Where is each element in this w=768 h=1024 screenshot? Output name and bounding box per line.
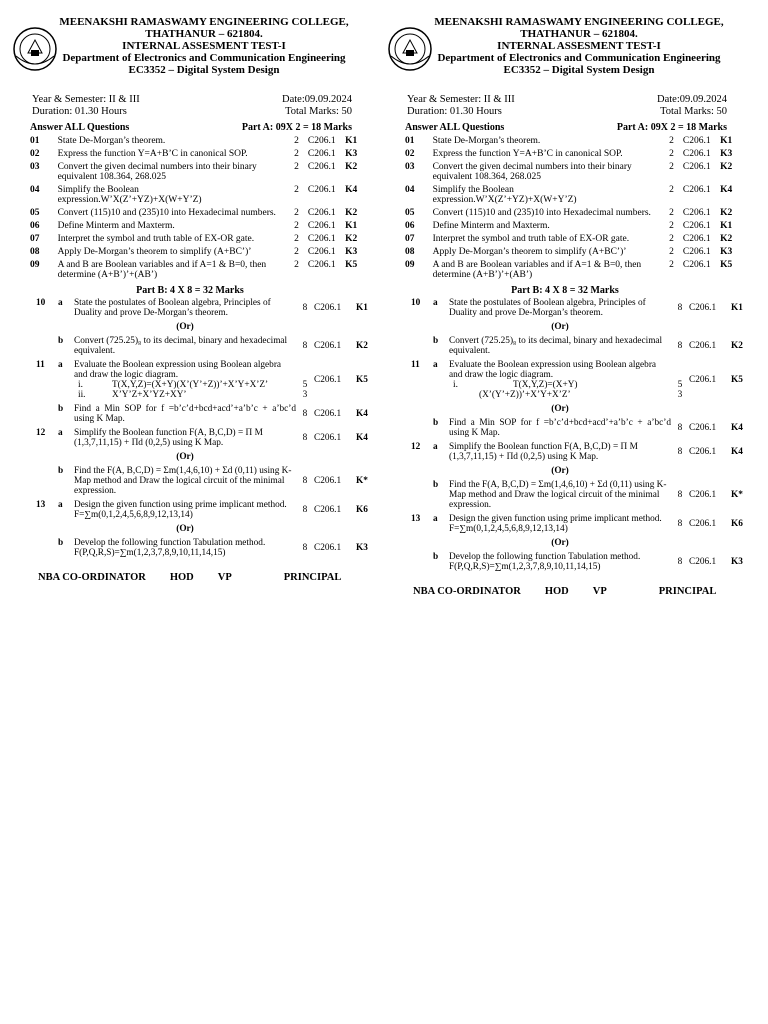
question-co: C206.1 [682, 136, 711, 146]
table-row [385, 514, 745, 538]
table-row [10, 404, 370, 428]
question-co: C206.1 [314, 476, 342, 486]
question-marks: 2 [294, 234, 299, 244]
question-k-level: K4 [731, 423, 743, 433]
question-number: 12 [36, 428, 46, 438]
question-text: State De-Morgan’s theorem. [57, 136, 166, 146]
question-text: Express the function Y=A+B’C in canonical SOP. [432, 149, 623, 159]
question-sub: a [433, 298, 438, 308]
total-marks: Total Marks: 50 [285, 106, 352, 117]
table-row [385, 336, 745, 360]
question-number: 03 [30, 162, 40, 172]
table-row [385, 234, 745, 247]
question-marks: 2 [294, 136, 299, 146]
table-row [10, 428, 370, 452]
table-row [385, 260, 745, 283]
question-marks: 2 [294, 260, 299, 270]
question-co: C206.1 [682, 260, 711, 270]
question-text: Evaluate the Boolean expression using Boolean algebra and draw the logic diagram. [449, 360, 657, 380]
table-row [385, 185, 745, 208]
question-k-level: K4 [720, 185, 733, 195]
question-text: Find the F(A, B,C,D) = Σm(1,4,6,10) + Σd (0,11) using K-Map method and Draw the logical circuit of the minimal expression. [74, 466, 292, 496]
question-co: C206.1 [307, 136, 336, 146]
header-text [38, 16, 370, 76]
table-row [385, 136, 745, 149]
question-number: 06 [30, 221, 40, 231]
question-co: C206.1 [682, 162, 711, 172]
question-text: Find a Min SOP for f =b’c’d+bcd+acd’+a’b’c + a’bc’d using K Map. [449, 418, 671, 438]
question-text: Apply De-Morgan’s theorem to simplify (A+BC’)’ [432, 247, 627, 257]
question-text: Convert the given decimal numbers into their binary equivalent 108.364, 268.025 [57, 162, 257, 182]
sub-text: T(X,Y,Z)=(X+Y)(X’(Y’+Z))’+X’Y+X’Z’ [112, 380, 269, 390]
question-marks: 2 [294, 185, 299, 195]
department: Department of Electronics and Communication Engineering [62, 52, 346, 64]
question-text: Simplify the Boolean function F(A, B,C,D) = Π M (1,3,7,11,15) + Πd (0,2,5) using K Map. [74, 428, 263, 448]
question-k-level: K3 [720, 149, 733, 159]
table-row [385, 442, 745, 466]
or-label: (Or) [551, 466, 569, 476]
question-co: C206.1 [307, 247, 336, 257]
question-co: C206.1 [314, 409, 342, 419]
table-row [10, 466, 370, 500]
table-row [385, 480, 745, 514]
question-k-level: K6 [731, 519, 743, 529]
question-co: C206.1 [689, 490, 717, 500]
question-text: Simplify the Boolean expression.W’X(Z’+YZ)+X(W+Y’Z) [57, 185, 202, 205]
question-k-level: K2 [720, 234, 733, 244]
signatures [10, 572, 370, 583]
question-number: 01 [30, 136, 40, 146]
signature-principal: PRINCIPAL [283, 572, 342, 583]
question-marks: 2 [669, 162, 674, 172]
question-co: C206.1 [307, 208, 336, 218]
or-row [385, 466, 745, 480]
question-marks [296, 360, 314, 404]
question-k-level: K1 [720, 136, 733, 146]
table-row [10, 185, 370, 208]
question-text: Convert (115)10 and (235)10 into Hexadecimal numbers. [432, 208, 651, 218]
question-k-level: K* [731, 490, 743, 500]
question-co: C206.1 [689, 375, 717, 385]
question-number: 08 [405, 247, 415, 257]
marks-i: 5 [302, 380, 308, 390]
question-text: Find a Min SOP for f =b’c’d+bcd+acd’+a’b’c + a’bc’d using K Map. [74, 404, 296, 424]
question-co: C206.1 [689, 447, 717, 457]
table-row [10, 136, 370, 149]
question-number: 01 [405, 136, 415, 146]
question-text: Develop the following function Tabulation method. F(P,Q,R,S)=∑m(1,2,3,7,8,9,10,11,14,15) [449, 552, 641, 572]
question-number: 08 [30, 247, 40, 257]
sub-text: (X’(Y’+Z))’+X’Y+X’Z’ [479, 390, 571, 400]
sub-text: T(X,Y,Z)=(X+Y) [513, 380, 578, 390]
question-marks: 8 [302, 409, 308, 419]
question-marks: 8 [302, 543, 308, 553]
question-sub: a [58, 298, 63, 308]
question-co: C206.1 [314, 543, 342, 553]
question-co: C206.1 [689, 557, 717, 567]
sub-part [74, 380, 296, 390]
question-marks: 2 [669, 260, 674, 270]
table-row [385, 149, 745, 162]
table-row [385, 162, 745, 185]
table-row [10, 247, 370, 260]
question-k-level: K3 [731, 557, 743, 567]
table-row [385, 418, 745, 442]
question-k-level: K3 [345, 149, 358, 159]
question-marks: 2 [669, 221, 674, 231]
part-a-header [10, 122, 370, 136]
table-row [385, 360, 745, 404]
question-marks [671, 360, 689, 404]
part-a-title: Part A: 09X 2 = 18 Marks [241, 122, 352, 133]
question-number: 02 [30, 149, 40, 159]
or-row [385, 322, 745, 336]
signature-vp: VP [217, 572, 232, 583]
question-sub: a [433, 360, 438, 370]
question-marks: 8 [302, 505, 308, 515]
question-marks: 8 [677, 447, 683, 457]
test-title: INTERNAL ASSESMENT TEST-I [497, 40, 661, 52]
marks-ii: 3 [302, 390, 308, 400]
question-number: 07 [30, 234, 40, 244]
course-title: EC3352 – Digital System Design [128, 64, 280, 76]
or-row [385, 404, 745, 418]
question-k-level: K4 [731, 447, 743, 457]
question-co: C206.1 [689, 519, 717, 529]
duration: Duration: 01.30 Hours [407, 106, 502, 117]
question-marks: 8 [677, 557, 683, 567]
question-number: 13 [36, 500, 46, 510]
part-a-title: Part A: 09X 2 = 18 Marks [616, 122, 727, 133]
question-text: Convert (115)10 and (235)10 into Hexadecimal numbers. [57, 208, 276, 218]
question-k-level: K6 [356, 505, 368, 515]
question-number: 04 [30, 185, 40, 195]
question-text: State the postulates of Boolean algebra, Principles of Duality and prove De-Morgan’s theorem. [74, 298, 271, 318]
college-name: MEENAKSHI RAMASWAMY ENGINEERING COLLEGE, [59, 16, 349, 28]
paper-header [10, 14, 370, 94]
question-text: State the postulates of Boolean algebra, Principles of Duality and prove De-Morgan’s theorem. [449, 298, 646, 318]
question-marks: 8 [677, 303, 683, 313]
question-k-level: K5 [731, 375, 743, 385]
question-text: Convert the given decimal numbers into their binary equivalent 108.364, 268.025 [432, 162, 632, 182]
question-marks: 8 [677, 341, 683, 351]
question-co: C206.1 [689, 303, 717, 313]
question-sub: a [58, 428, 63, 438]
course-title: EC3352 – Digital System Design [503, 64, 655, 76]
part-a-table [10, 136, 370, 283]
question-marks: 2 [294, 247, 299, 257]
table-row [10, 208, 370, 221]
question-marks: 2 [669, 136, 674, 146]
question-k-level: K5 [345, 260, 358, 270]
question-marks: 2 [669, 234, 674, 244]
question-paper-right [385, 14, 745, 597]
question-marks: 8 [302, 341, 308, 351]
question-sub: a [58, 360, 63, 370]
question-sub: b [433, 418, 439, 428]
question-co: C206.1 [307, 260, 336, 270]
department: Department of Electronics and Communication Engineering [437, 52, 721, 64]
signature-vp: VP [592, 586, 607, 597]
question-number: 11 [36, 360, 45, 370]
question-k-level: K5 [356, 375, 368, 385]
table-row [10, 149, 370, 162]
question-co: C206.1 [307, 162, 336, 172]
question-k-level: K4 [356, 433, 368, 443]
question-number: 09 [30, 260, 40, 270]
sub-part [74, 390, 296, 400]
meta-row [385, 94, 745, 106]
question-text: Convert (725.25)₈ to its decimal, binary and hexadecimal equivalent. [449, 336, 663, 356]
table-row [10, 162, 370, 185]
year-semester: Year & Semester: II & III [407, 94, 515, 105]
part-a-table [385, 136, 745, 283]
question-sub: a [58, 500, 63, 510]
or-row [10, 322, 370, 336]
table-row [385, 552, 745, 576]
question-co: C206.1 [682, 247, 711, 257]
question-co: C206.1 [307, 234, 336, 244]
question-k-level: K2 [720, 162, 733, 172]
question-sub: b [58, 466, 64, 476]
question-marks: 8 [302, 476, 308, 486]
question-sub: b [58, 336, 64, 346]
table-row [10, 538, 370, 562]
question-k-level: K2 [720, 208, 733, 218]
question-sub: a [433, 514, 438, 524]
question-sub: a [433, 442, 438, 452]
table-row [385, 208, 745, 221]
question-text: Design the given function using prime implicant method. F=∑m(0,1,2,4,5,6,8,9,12,13,14) [449, 514, 662, 534]
question-co: C206.1 [682, 185, 711, 195]
table-row [10, 500, 370, 524]
question-k-level: K3 [720, 247, 733, 257]
question-k-level: K3 [356, 543, 368, 553]
meta-row [10, 106, 370, 118]
table-row [10, 298, 370, 322]
question-k-level: K4 [345, 185, 358, 195]
question-number: 02 [405, 149, 415, 159]
or-label: (Or) [176, 524, 194, 534]
question-co: C206.1 [307, 221, 336, 231]
question-k-level: K2 [345, 208, 358, 218]
question-k-level: K1 [356, 303, 368, 313]
test-title: INTERNAL ASSESMENT TEST-I [122, 40, 286, 52]
question-co: C206.1 [314, 433, 342, 443]
question-text: Find the F(A, B,C,D) = Σm(1,4,6,10) + Σd (0,11) using K-Map method and Draw the logical circuit of the minimal expression. [449, 480, 667, 510]
or-label: (Or) [551, 404, 569, 414]
signatures [385, 586, 745, 597]
question-text: Evaluate the Boolean expression using Boolean algebra and draw the logic diagram. [74, 360, 282, 380]
table-row [10, 234, 370, 247]
part-b-table [10, 298, 370, 562]
signature-principal: PRINCIPAL [658, 586, 717, 597]
question-co: C206.1 [314, 303, 342, 313]
table-row [10, 221, 370, 234]
sub-label: ii. [78, 390, 86, 400]
question-number: 03 [405, 162, 415, 172]
question-number: 07 [405, 234, 415, 244]
question-k-level: K2 [345, 162, 358, 172]
question-co: C206.1 [682, 149, 711, 159]
signature-hod: HOD [544, 586, 569, 597]
question-number: 05 [30, 208, 40, 218]
header-text [413, 16, 745, 76]
duration: Duration: 01.30 Hours [32, 106, 127, 117]
question-text: Convert (725.25)₈ to its decimal, binary and hexadecimal equivalent. [74, 336, 288, 356]
exam-date: Date:09.09.2024 [657, 94, 727, 105]
question-k-level: K2 [345, 234, 358, 244]
question-co: C206.1 [689, 341, 717, 351]
question-number: 05 [405, 208, 415, 218]
college-place: THATHANUR – 621804. [145, 28, 263, 40]
question-marks: 2 [669, 149, 674, 159]
question-sub: b [433, 336, 439, 346]
year-semester: Year & Semester: II & III [32, 94, 140, 105]
question-number: 10 [36, 298, 46, 308]
question-marks: 2 [294, 208, 299, 218]
question-marks: 2 [669, 247, 674, 257]
question-k-level: K5 [720, 260, 733, 270]
question-number: 10 [411, 298, 421, 308]
table-row [385, 221, 745, 234]
part-b-title: Part B: 4 X 8 = 32 Marks [511, 285, 619, 296]
college-place: THATHANUR – 621804. [520, 28, 638, 40]
or-label: (Or) [176, 322, 194, 332]
meta-row [385, 106, 745, 118]
question-paper-left [10, 14, 370, 583]
question-co: C206.1 [682, 234, 711, 244]
question-co: C206.1 [689, 423, 717, 433]
table-row [385, 298, 745, 322]
question-text: State De-Morgan’s theorem. [432, 136, 541, 146]
exam-date: Date:09.09.2024 [282, 94, 352, 105]
question-marks: 2 [294, 162, 299, 172]
sub-text: X’Y’Z+X’YZ+XY’ [112, 390, 187, 400]
table-row [10, 260, 370, 283]
paper-header [385, 14, 745, 94]
or-label: (Or) [551, 322, 569, 332]
question-text: Interpret the symbol and truth table of EX-OR gate. [57, 234, 255, 244]
or-row [10, 524, 370, 538]
college-name: MEENAKSHI RAMASWAMY ENGINEERING COLLEGE, [434, 16, 724, 28]
question-number: 12 [411, 442, 421, 452]
question-k-level: K2 [731, 341, 743, 351]
signature-nba: NBA CO-ORDINATOR [38, 572, 146, 583]
question-k-level: K1 [731, 303, 743, 313]
sub-part [449, 380, 671, 390]
marks-ii: 3 [677, 390, 683, 400]
question-text: A and B are Boolean variables and if A=1 & B=0, then determine (A+B’)’+(AB’) [432, 260, 642, 280]
question-k-level: K3 [345, 247, 358, 257]
question-co: C206.1 [307, 149, 336, 159]
question-marks: 2 [294, 149, 299, 159]
or-row [10, 452, 370, 466]
question-marks: 8 [302, 303, 308, 313]
question-marks: 2 [669, 208, 674, 218]
question-text: Apply De-Morgan’s theorem to simplify (A+BC’)’ [57, 247, 252, 257]
question-number: 06 [405, 221, 415, 231]
sub-label: i. [78, 380, 83, 390]
question-text: A and B are Boolean variables and if A=1 & B=0, then determine (A+B’)’+(AB’) [57, 260, 267, 280]
question-co: C206.1 [307, 185, 336, 195]
instruction: Answer ALL Questions [30, 122, 130, 133]
instruction: Answer ALL Questions [405, 122, 505, 133]
or-label: (Or) [176, 452, 194, 462]
question-sub: b [433, 552, 439, 562]
question-co: C206.1 [682, 208, 711, 218]
question-text: Develop the following function Tabulation method. F(P,Q,R,S)=∑m(1,2,3,7,8,9,10,11,14,15) [74, 538, 266, 558]
question-marks: 8 [677, 490, 683, 500]
question-marks: 2 [669, 185, 674, 195]
question-text: Define Minterm and Maxterm. [432, 221, 550, 231]
question-number: 11 [411, 360, 420, 370]
question-k-level: K* [356, 476, 368, 486]
signature-hod: HOD [169, 572, 194, 583]
question-text: Express the function Y=A+B’C in canonical SOP. [57, 149, 248, 159]
question-sub: b [58, 404, 64, 414]
question-text-block [449, 360, 671, 404]
question-number: 09 [405, 260, 415, 270]
question-co: C206.1 [314, 505, 342, 515]
question-k-level: K1 [345, 221, 358, 231]
question-sub: b [58, 538, 64, 548]
question-number: 13 [411, 514, 421, 524]
total-marks: Total Marks: 50 [660, 106, 727, 117]
question-co: C206.1 [314, 341, 342, 351]
question-text: Define Minterm and Maxterm. [57, 221, 175, 231]
question-co: C206.1 [314, 375, 342, 385]
question-text: Interpret the symbol and truth table of EX-OR gate. [432, 234, 630, 244]
table-row [385, 247, 745, 260]
question-sub: b [433, 480, 439, 490]
question-marks: 2 [294, 221, 299, 231]
question-marks: 8 [677, 519, 683, 529]
part-b-title: Part B: 4 X 8 = 32 Marks [136, 285, 244, 296]
question-text: Simplify the Boolean expression.W’X(Z’+YZ)+X(W+Y’Z) [432, 185, 577, 205]
question-co: C206.1 [682, 221, 711, 231]
question-marks: 8 [302, 433, 308, 443]
question-number: 04 [405, 185, 415, 195]
meta-row [10, 94, 370, 106]
or-row [385, 538, 745, 552]
sub-label: i. [453, 380, 458, 390]
marks-i: 5 [677, 380, 683, 390]
question-k-level: K4 [356, 409, 368, 419]
table-row [10, 360, 370, 404]
signature-nba: NBA CO-ORDINATOR [413, 586, 521, 597]
question-k-level: K2 [356, 341, 368, 351]
part-a-header [385, 122, 745, 136]
question-marks: 8 [677, 423, 683, 433]
question-k-level: K1 [720, 221, 733, 231]
part-b-table [385, 298, 745, 576]
table-row [10, 336, 370, 360]
or-label: (Or) [551, 538, 569, 548]
question-text: Design the given function using prime implicant method. F=∑m(0,1,2,4,5,6,8,9,12,13,14) [74, 500, 287, 520]
question-text-block [74, 360, 296, 404]
question-text: Simplify the Boolean function F(A, B,C,D) = Π M (1,3,7,11,15) + Πd (0,2,5) using K Map. [449, 442, 638, 462]
question-k-level: K1 [345, 136, 358, 146]
